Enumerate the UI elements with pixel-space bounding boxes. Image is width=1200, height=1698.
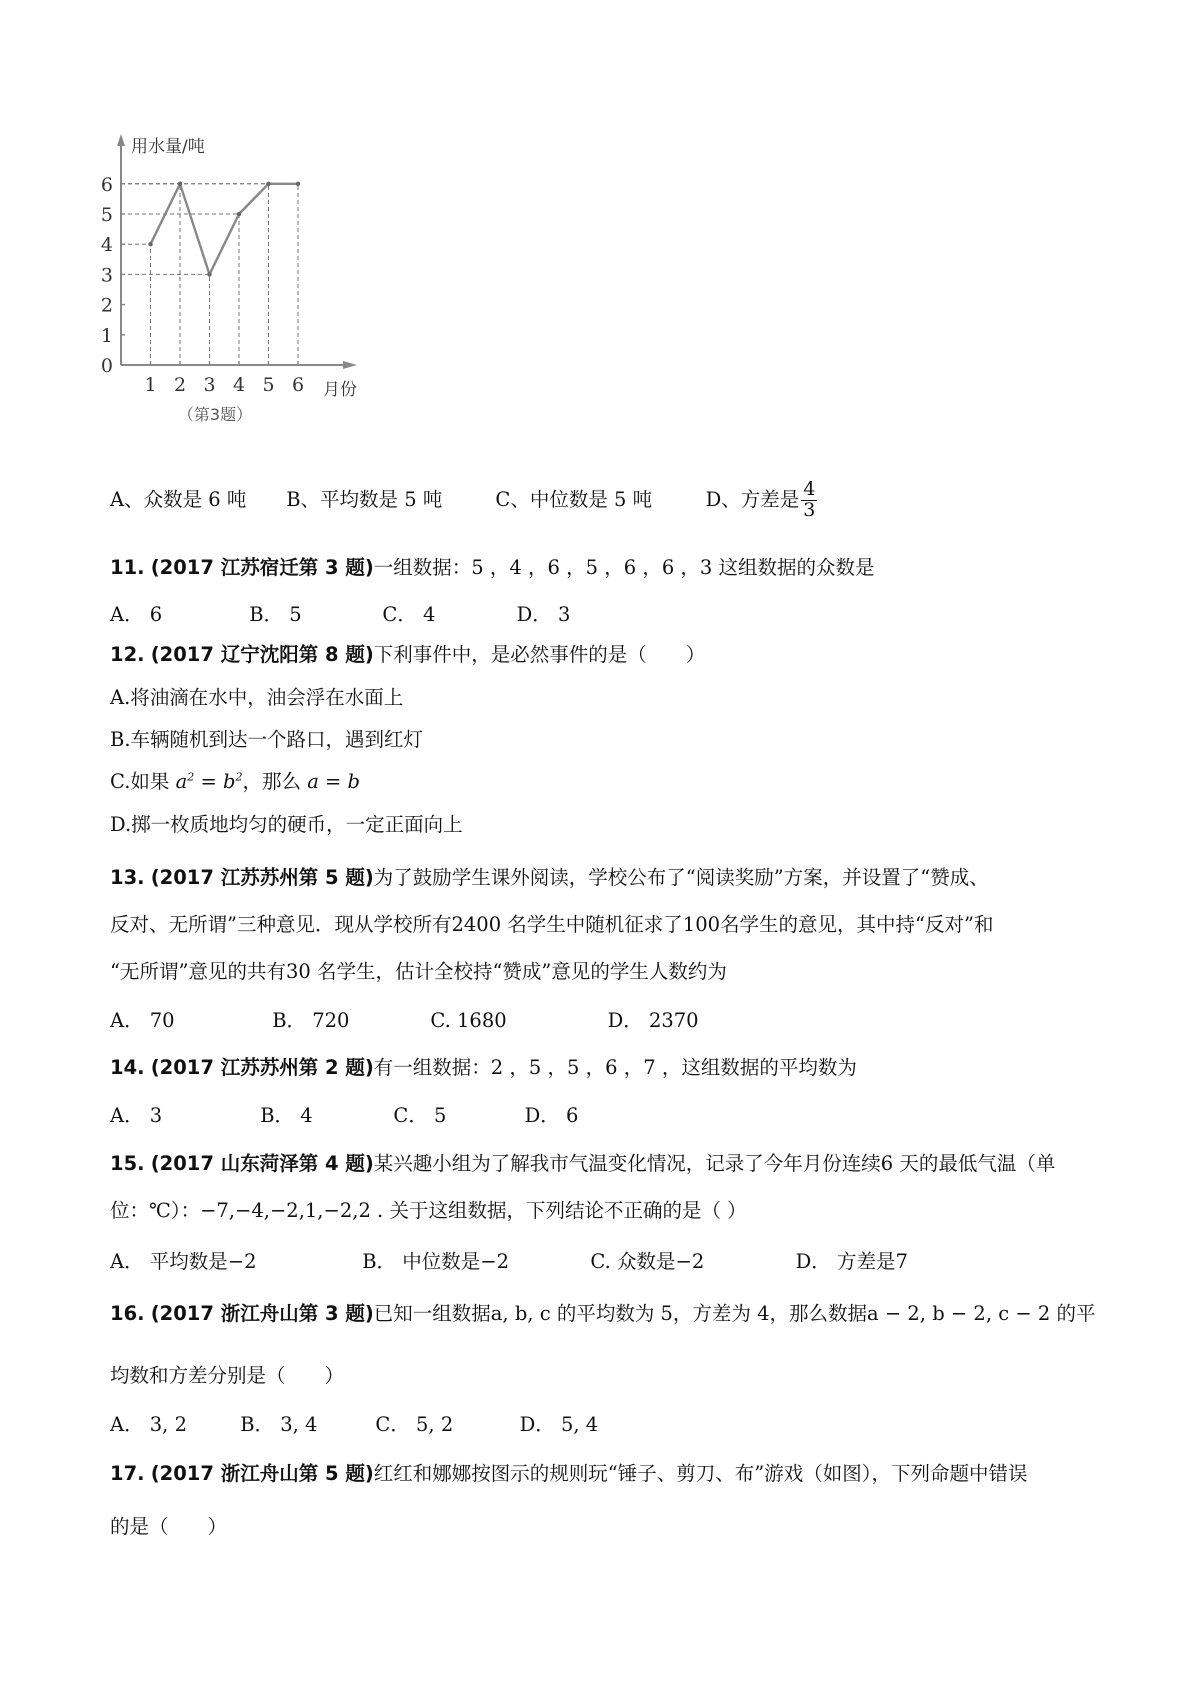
q12-option-d: D.掷一枚质地均匀的硬币，一定正面向上	[110, 813, 463, 836]
math-expression: $a^2 = b^2$	[169, 770, 243, 793]
data-point	[296, 182, 300, 186]
q13-option-c: C. 1680	[430, 1009, 507, 1032]
q14-option-b: B． 4	[260, 1104, 313, 1127]
q17-stem-line-2: 的是（ ）	[110, 1515, 228, 1538]
q13-option-d: D． 2370	[607, 1009, 699, 1032]
q15-stem-line-2: 位：℃）：−7,−4,−2,1,−2,2 . 关于这组数据，下列结论不正确的是（ ）	[110, 1199, 747, 1222]
series-line	[151, 184, 299, 275]
q16-option-a: A． 3, 2	[110, 1413, 187, 1436]
q13-text-1: 为了鼓励学生课外阅读，学校公布了“阅读奖励”方案，并设置了“赞成、	[373, 866, 989, 889]
q11-option-d: D． 3	[516, 603, 571, 626]
data-point	[148, 242, 152, 246]
q10-options	[110, 480, 817, 521]
y-tick-label: 0	[100, 355, 113, 377]
data-point	[237, 212, 241, 216]
y-tick-label: 5	[100, 204, 113, 226]
q15-stem-line-1	[110, 1152, 1055, 1175]
q14-option-a: A． 3	[110, 1104, 163, 1127]
x-tick-label: 3	[203, 374, 216, 396]
q17-stem-line-1	[110, 1462, 1028, 1485]
q10-option-d-label: D、方差是	[705, 487, 800, 511]
q17-text-1: 红红和娜娜按图示的规则玩“锤子、剪刀、布”游戏（如图），下列命题中错误	[373, 1462, 1028, 1485]
q13-options	[110, 1009, 699, 1032]
q15-options	[110, 1250, 908, 1273]
x-axis-label: 月份	[323, 380, 357, 400]
q12-text: 下利事件中，是必然事件的是（ ）	[373, 643, 706, 666]
q11-options	[110, 603, 570, 626]
fraction-numerator: 4	[803, 478, 816, 500]
q14-options	[110, 1104, 578, 1127]
data-point	[178, 182, 182, 186]
q16-number: 16.	[110, 1302, 145, 1325]
q12-source: (2017 辽宁沈阳第 8 题)	[150, 643, 374, 666]
q16-stem-line-1	[110, 1302, 1095, 1325]
q10-option-b: B、平均数是 5 吨	[286, 487, 443, 511]
fraction-denominator: 3	[803, 498, 816, 521]
q13-stem-line-3: “无所谓”意见的共有30 名学生，估计全校持“赞成”意见的学生人数约为	[110, 960, 727, 983]
q17-source: (2017 浙江舟山第 5 题)	[150, 1462, 374, 1485]
q10-option-c: C、中位数是 5 吨	[495, 487, 653, 511]
q13-option-b: B． 720	[272, 1009, 350, 1032]
q12-number: 12.	[110, 643, 145, 666]
q15-text-1: 某兴趣小组为了解我市气温变化情况，记录了今年月份连续6 天的最低气温（单	[373, 1152, 1056, 1175]
q13-source: (2017 江苏苏州第 5 题)	[150, 866, 374, 889]
q15-option-c: C. 众数是−2	[590, 1250, 705, 1273]
q10-option-d	[706, 480, 818, 521]
q15-option-a: A． 平均数是−2	[110, 1250, 257, 1273]
q11-option-c: C． 4	[382, 603, 436, 626]
y-tick-label: 6	[100, 173, 113, 196]
q15-option-d: D． 方差是7	[795, 1250, 908, 1273]
q12-option-c	[110, 770, 360, 793]
q14-option-d: D． 6	[524, 1104, 579, 1127]
q16-option-b: B． 3, 4	[240, 1413, 318, 1436]
q11-number: 11.	[110, 556, 145, 579]
q16-stem-line-2: 均数和方差分别是（ ）	[110, 1364, 345, 1387]
x-tick-label: 6	[291, 374, 305, 396]
q16-option-d: D． 5, 4	[519, 1413, 599, 1436]
q12-stem	[110, 643, 705, 666]
x-tick-label: 4	[232, 374, 246, 396]
water-usage-chart	[95, 130, 405, 460]
q12-option-b: B.车辆随机到达一个路口，遇到红灯	[110, 728, 424, 751]
q13-option-a: A． 70	[110, 1009, 175, 1032]
q10-fraction	[801, 480, 817, 521]
y-axis-arrow	[117, 134, 125, 146]
y-axis-label: 用水量/吨	[131, 137, 205, 157]
q11-text: 一组数据：5 ，4 ，6 ，5 ，6 ，6 ，3 这组数据的众数是	[373, 556, 875, 579]
q16-option-c: C． 5, 2	[375, 1413, 454, 1436]
q10-option-a: A、众数是 6 吨	[110, 487, 247, 511]
q15-number: 15.	[110, 1152, 145, 1175]
q13-stem-line-2: 反对、无所谓”三种意见．现从学校所有2400 名学生中随机征求了100名学生的意见，其中持“反对”和	[110, 913, 994, 936]
q12-option-c-mid: ，那么	[242, 770, 301, 793]
q12-option-a: A.将油滴在水中，油会浮在水面上	[110, 686, 404, 709]
q17-number: 17.	[110, 1462, 145, 1485]
q14-stem	[110, 1056, 857, 1079]
data-point	[266, 182, 270, 186]
x-axis-arrow	[343, 361, 357, 369]
x-tick-label: 2	[173, 374, 187, 396]
y-tick-label: 1	[100, 324, 113, 347]
q14-text: 有一组数据：2 ，5 ，5 ，6 ，7 ，这组数据的平均数为	[373, 1056, 857, 1079]
q16-text-1: 已知一组数据a, b, c 的平均数为 5，方差为 4，那么数据a − 2, b − 2, c − 2 的平	[373, 1302, 1096, 1325]
q15-source: (2017 山东菏泽第 4 题)	[150, 1152, 374, 1175]
q14-option-c: C． 5	[393, 1104, 447, 1127]
q13-stem-line-1	[110, 866, 989, 889]
q11-option-a: A． 6	[110, 603, 163, 626]
q14-source: (2017 江苏苏州第 2 题)	[150, 1056, 374, 1079]
q13-number: 13.	[110, 866, 145, 889]
q11-option-b: B． 5	[249, 603, 302, 626]
x-tick-label: 1	[144, 374, 157, 396]
q14-number: 14.	[110, 1056, 145, 1079]
chart-caption: （第3题）	[177, 405, 253, 424]
q11-source: (2017 江苏宿迁第 3 题)	[150, 556, 374, 579]
y-tick-label: 4	[100, 234, 113, 257]
data-point	[207, 272, 211, 276]
math-expression: a = b	[301, 770, 361, 793]
x-tick-label: 5	[262, 374, 275, 396]
q15-option-b: B． 中位数是−2	[362, 1250, 509, 1273]
q16-source: (2017 浙江舟山第 3 题)	[150, 1302, 374, 1325]
y-tick-label: 3	[100, 264, 113, 287]
q16-options	[110, 1413, 598, 1436]
q11-stem	[110, 556, 875, 579]
q12-option-c-prefix: C.如果	[110, 770, 170, 793]
y-tick-label: 2	[100, 294, 113, 317]
